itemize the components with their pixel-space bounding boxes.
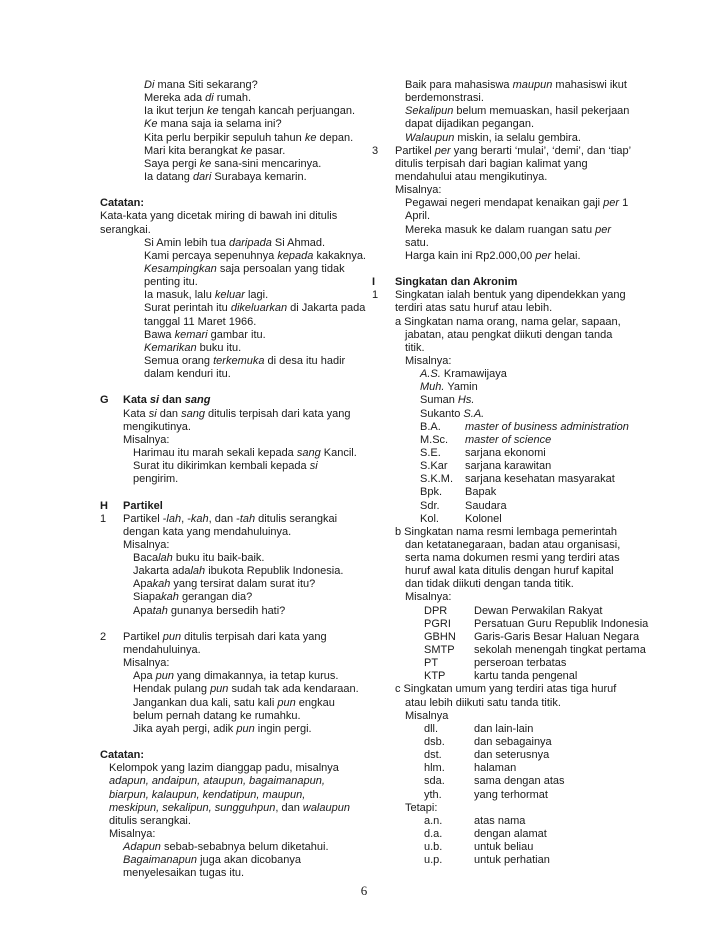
abbreviation: Bpk. xyxy=(420,486,443,499)
line-text: Harga kain ini Rp2.000,00 per helai. xyxy=(405,249,581,262)
left-line xyxy=(100,145,368,158)
right-line xyxy=(372,736,664,749)
line-text: Kata si dan sang ditulis terpisah dari kata yang xyxy=(123,407,351,420)
line-text: ditulis terpisah dari bagian kalimat yang xyxy=(395,157,588,170)
left-line xyxy=(100,565,368,578)
right-line xyxy=(372,79,664,92)
abbreviation: S.E. xyxy=(420,446,441,459)
left-line xyxy=(100,841,368,854)
left-line xyxy=(100,394,368,407)
left-line xyxy=(100,92,368,105)
line-text: Apatah gunanya bersedih hati? xyxy=(133,604,286,617)
right-line xyxy=(372,631,664,644)
line-text: Semua orang terkemuka di desa itu hadir xyxy=(144,354,346,367)
right-line xyxy=(372,408,664,421)
line-text: Misalnya: xyxy=(405,354,452,367)
line-text: Kelompok yang lazim dianggap padu, misalnya xyxy=(109,762,339,775)
line-text: b Singkatan nama resmi lembaga pemerintah xyxy=(395,525,617,538)
section-marker: H xyxy=(100,499,108,512)
line-text: ditulis serangkai. xyxy=(109,814,191,827)
left-line xyxy=(100,815,368,828)
right-line xyxy=(372,302,664,315)
left-line xyxy=(100,473,368,486)
abbreviation: GBHN xyxy=(424,630,456,643)
left-line xyxy=(100,408,368,421)
abbreviation-meaning: sekolah menengah tingkat pertama xyxy=(474,644,646,657)
left-line xyxy=(100,539,368,552)
abbreviation: Kol. xyxy=(420,512,439,525)
abbreviation-meaning: dengan alamat xyxy=(474,828,547,841)
section-marker: I xyxy=(372,276,376,289)
right-line xyxy=(372,657,664,670)
line-text: dengan kata yang mendahuluinya. xyxy=(123,525,292,538)
spacer xyxy=(100,381,368,394)
left-line xyxy=(100,263,368,276)
line-text: Muh. Yamin xyxy=(420,381,478,394)
line-text: berdemonstrasi. xyxy=(405,92,484,105)
section-marker: 2 xyxy=(100,630,107,643)
line-text: Catatan: xyxy=(100,749,145,762)
line-text: Misalnya: xyxy=(109,828,156,841)
left-line xyxy=(100,749,368,762)
left-line xyxy=(100,250,368,263)
right-line xyxy=(372,381,664,394)
line-text: Kesampingkan saja persoalan yang tidak xyxy=(144,262,345,275)
abbreviation-meaning: Dewan Perwakilan Rakyat xyxy=(474,604,603,617)
spacer xyxy=(100,618,368,631)
line-text: Jangankan dua kali, satu kali pun engkau xyxy=(133,696,335,709)
line-text: Harimau itu marah sekali kepada sang Kancil. xyxy=(133,446,357,459)
line-text: Kemarikan buku itu. xyxy=(144,341,242,354)
abbreviation: d.a. xyxy=(424,828,443,841)
left-line xyxy=(100,171,368,184)
left-column xyxy=(100,79,368,881)
left-line xyxy=(100,775,368,788)
line-text: Si Amin lebih tua daripada Si Ahmad. xyxy=(144,236,326,249)
abbreviation-meaning: kartu tanda pengenal xyxy=(474,670,578,683)
right-line xyxy=(372,132,664,145)
right-line xyxy=(372,342,664,355)
line-text: Walaupun miskin, ia selalu gembira. xyxy=(405,131,581,144)
abbreviation-meaning: dan sebagainya xyxy=(474,736,552,749)
line-text: mendahuluinya. xyxy=(123,644,201,657)
left-line xyxy=(100,500,368,513)
right-line xyxy=(372,618,664,631)
abbreviation-meaning: sarjana ekonomi xyxy=(465,446,546,459)
abbreviation: DPR xyxy=(424,604,448,617)
line-text: Ia datang dari Surabaya kemarin. xyxy=(144,170,307,183)
right-line xyxy=(372,486,664,499)
line-text: pengirim. xyxy=(133,473,179,486)
line-text: Catatan: xyxy=(100,197,145,210)
line-text: Pegawai negeri mendapat kenaikan gaji per 1 xyxy=(405,197,629,210)
left-line xyxy=(100,710,368,723)
line-text: Sekalipun belum memuaskan, hasil pekerjaan xyxy=(405,105,630,118)
abbreviation-meaning: sarjana karawitan xyxy=(465,460,552,473)
left-line xyxy=(100,118,368,131)
abbreviation: dsb. xyxy=(424,736,445,749)
right-line xyxy=(372,605,664,618)
abbreviation-meaning: master of science xyxy=(465,433,552,446)
line-text: Partikel -lah, -kah, dan -tah ditulis serangkai xyxy=(123,512,338,525)
spacer xyxy=(100,184,368,197)
section-marker: 1 xyxy=(372,289,379,302)
left-line xyxy=(100,329,368,342)
right-line xyxy=(372,670,664,683)
left-line xyxy=(100,723,368,736)
right-line xyxy=(372,539,664,552)
line-text: biarpun, kalaupun, kendatipun, maupun, xyxy=(109,788,306,801)
line-text: belum pernah datang ke rumahku. xyxy=(133,709,301,722)
right-line xyxy=(372,184,664,197)
right-line xyxy=(372,683,664,696)
right-line xyxy=(372,749,664,762)
right-line xyxy=(372,828,664,841)
left-line xyxy=(100,447,368,460)
line-text: Suman Hs. xyxy=(420,394,475,407)
right-line xyxy=(372,434,664,447)
line-text: Kata si dan sang xyxy=(123,394,211,407)
abbreviation-meaning: untuk beliau xyxy=(474,841,534,854)
left-line xyxy=(100,828,368,841)
line-text: mendahului atau mengikutinya. xyxy=(395,170,548,183)
right-line xyxy=(372,92,664,105)
line-text: Tetapi: xyxy=(405,801,438,814)
line-text: A.S. Kramawijaya xyxy=(420,368,507,381)
left-line xyxy=(100,802,368,815)
spacer xyxy=(100,736,368,749)
right-line xyxy=(372,775,664,788)
abbreviation: Sdr. xyxy=(420,499,440,512)
line-text: a Singkatan nama orang, nama gelar, sapaan, xyxy=(395,315,621,328)
left-line xyxy=(100,434,368,447)
left-line xyxy=(100,762,368,775)
abbreviation-meaning: Persatuan Guru Republik Indonesia xyxy=(474,617,649,630)
line-text: satu. xyxy=(405,236,429,249)
abbreviation-meaning: sarjana kesehatan masyarakat xyxy=(465,473,615,486)
line-text: Kita perlu berpikir sepuluh tahun ke depan. xyxy=(144,131,354,144)
spacer xyxy=(100,486,368,499)
right-line xyxy=(372,224,664,237)
right-line xyxy=(372,513,664,526)
abbreviation: dll. xyxy=(424,722,439,735)
right-line xyxy=(372,460,664,473)
abbreviation: dst. xyxy=(424,749,442,762)
right-line xyxy=(372,355,664,368)
right-line xyxy=(372,289,664,302)
line-text: serta nama dokumen resmi yang terdiri atas xyxy=(405,552,620,565)
section-marker: 1 xyxy=(100,512,107,525)
left-line xyxy=(100,526,368,539)
right-line xyxy=(372,815,664,828)
line-text: Apa pun yang dimakannya, ia tetap kurus. xyxy=(133,670,339,683)
right-line xyxy=(372,762,664,775)
line-text: Jika ayah pergi, adik pun ingin pergi. xyxy=(133,722,312,735)
abbreviation: u.p. xyxy=(424,854,443,867)
line-text: Mereka masuk ke dalam ruangan satu per xyxy=(405,223,612,236)
abbreviation-meaning: halaman xyxy=(474,762,517,775)
line-text: Hendak pulang pun sudah tak ada kendaraan. xyxy=(133,683,359,696)
line-text: Bawa kemari gambar itu. xyxy=(144,328,266,341)
left-line xyxy=(100,460,368,473)
line-text: Jakarta adalah ibukota Republik Indonesia. xyxy=(133,565,344,578)
line-text: Ia ikut terjun ke tengah kancah perjuangan. xyxy=(144,105,355,118)
right-line xyxy=(372,197,664,210)
left-line xyxy=(100,197,368,210)
line-text: titik. xyxy=(405,341,425,354)
right-line xyxy=(372,710,664,723)
left-line xyxy=(100,605,368,618)
right-line xyxy=(372,158,664,171)
left-line xyxy=(100,342,368,355)
left-line xyxy=(100,644,368,657)
right-line xyxy=(372,421,664,434)
line-text: Siapakah gerangan dia? xyxy=(133,591,253,604)
line-text: Di mana Siti sekarang? xyxy=(144,79,258,91)
right-line xyxy=(372,841,664,854)
line-text: Misalnya: xyxy=(405,591,452,604)
line-text: terdiri atas satu huruf atau lebih. xyxy=(395,302,553,315)
abbreviation: hlm. xyxy=(424,762,445,775)
abbreviation-meaning: Garis-Garis Besar Haluan Negara xyxy=(474,630,640,643)
left-line xyxy=(100,591,368,604)
line-text: Surat perintah itu dikeluarkan di Jakarta pada xyxy=(144,302,366,315)
line-text: menyelesaikan tugas itu. xyxy=(123,867,245,880)
left-line xyxy=(100,789,368,802)
abbreviation: KTP xyxy=(424,670,446,683)
line-text: Saya pergi ke sana-sini mencarinya. xyxy=(144,157,322,170)
abbreviation-meaning: perseroan terbatas xyxy=(474,657,567,670)
left-line xyxy=(100,316,368,329)
right-line xyxy=(372,644,664,657)
abbreviation-meaning: dan seterusnya xyxy=(474,749,550,762)
right-line xyxy=(372,394,664,407)
line-text: Bacalah buku itu baik-baik. xyxy=(133,552,265,565)
line-text: Misalnya: xyxy=(123,538,170,551)
left-line xyxy=(100,670,368,683)
left-line xyxy=(100,631,368,644)
line-text: penting itu. xyxy=(144,276,198,289)
line-text: Mari kita berangkat ke pasar. xyxy=(144,144,286,157)
left-line xyxy=(100,552,368,565)
line-text: dalam kenduri itu. xyxy=(144,368,231,381)
left-line xyxy=(100,302,368,315)
abbreviation-meaning: atas nama xyxy=(474,814,526,827)
left-line xyxy=(100,224,368,237)
section-marker: 3 xyxy=(372,144,379,157)
right-line xyxy=(372,118,664,131)
right-line xyxy=(372,526,664,539)
line-text: Ke mana saja ia selama ini? xyxy=(144,118,282,131)
abbreviation-meaning: sama dengan atas xyxy=(474,775,565,788)
right-line xyxy=(372,473,664,486)
line-text: Misalnya xyxy=(405,709,449,722)
abbreviation-meaning: Saudara xyxy=(465,499,507,512)
left-line xyxy=(100,854,368,867)
right-line xyxy=(372,552,664,565)
right-line xyxy=(372,723,664,736)
left-line xyxy=(100,513,368,526)
right-line xyxy=(372,447,664,460)
line-text: adapun, andaipun, ataupun, bagaimanapun, xyxy=(109,775,325,788)
line-text: Ia masuk, lalu keluar lagi. xyxy=(144,289,269,302)
line-text: tanggal 11 Maret 1966. xyxy=(144,315,257,328)
left-line xyxy=(100,355,368,368)
line-text: Partikel xyxy=(123,499,163,512)
line-text: Mereka ada di rumah. xyxy=(144,92,252,105)
line-text: Singkatan dan Akronim xyxy=(395,276,518,289)
right-line xyxy=(372,316,664,329)
right-line xyxy=(372,789,664,802)
abbreviation: B.A. xyxy=(420,420,441,433)
abbreviation-meaning: yang terhormat xyxy=(474,788,548,801)
abbreviation-meaning: master of business administration xyxy=(465,420,629,433)
right-line xyxy=(372,276,664,289)
line-text: Sukanto S.A. xyxy=(420,407,485,420)
abbreviation: S.Kar xyxy=(420,460,448,473)
line-text: Adapun sebab-sebabnya belum diketahui. xyxy=(123,841,329,854)
left-line xyxy=(100,867,368,880)
line-text: Partikel per yang berarti ‘mulai’, ‘demi’, dan ‘tiap’ xyxy=(395,144,632,157)
left-line xyxy=(100,368,368,381)
left-line xyxy=(100,210,368,223)
right-line xyxy=(372,105,664,118)
line-text: April. xyxy=(405,210,431,223)
right-line xyxy=(372,237,664,250)
line-text: Kata-kata yang dicetak miring di bawah ini ditulis xyxy=(100,210,338,223)
line-text: Apakah yang tersirat dalam surat itu? xyxy=(133,578,316,591)
line-text: Singkatan ialah bentuk yang dipendekkan yang xyxy=(395,289,626,302)
left-line xyxy=(100,105,368,118)
left-line xyxy=(100,79,368,92)
left-line xyxy=(100,132,368,145)
line-text: Misalnya: xyxy=(123,657,170,670)
abbreviation: yth. xyxy=(424,788,442,801)
line-text: c Singkatan umum yang terdiri atas tiga huruf xyxy=(395,683,617,696)
abbreviation: M.Sc. xyxy=(420,433,449,446)
line-text: mengikutinya. xyxy=(123,420,191,433)
abbreviation-meaning: untuk perhatian xyxy=(474,854,550,867)
abbreviation: PGRI xyxy=(424,617,451,630)
right-line xyxy=(372,565,664,578)
page-number: 6 xyxy=(360,883,368,898)
abbreviation: a.n. xyxy=(424,814,443,827)
line-text: serangkai. xyxy=(100,223,151,236)
line-text: Surat itu dikirimkan kembali kepada si xyxy=(133,460,318,473)
right-column xyxy=(372,79,664,867)
abbreviation: S.K.M. xyxy=(420,473,454,486)
right-line xyxy=(372,368,664,381)
line-text: atau lebih diikuti satu tanda titik. xyxy=(405,696,561,709)
abbreviation-meaning: Kolonel xyxy=(465,512,502,525)
left-line xyxy=(100,237,368,250)
left-line xyxy=(100,421,368,434)
left-line xyxy=(100,657,368,670)
line-text: huruf awal kata ditulis dengan huruf kapital xyxy=(405,565,614,578)
right-line xyxy=(372,591,664,604)
right-line xyxy=(372,697,664,710)
line-text: dan tidak diikuti dengan tanda titik. xyxy=(405,578,574,591)
abbreviation: PT xyxy=(424,657,439,670)
line-text: jabatan, atau pengkat diikuti dengan tanda xyxy=(405,328,613,341)
line-text: Baik para mahasiswa maupun mahasiswi ikut xyxy=(405,79,627,91)
section-marker: G xyxy=(100,394,109,407)
line-text: Bagaimanapun juga akan dicobanya xyxy=(123,854,301,867)
right-line xyxy=(372,500,664,513)
right-line xyxy=(372,578,664,591)
right-line xyxy=(372,854,664,867)
right-line xyxy=(372,329,664,342)
line-text: Misalnya: xyxy=(123,433,170,446)
abbreviation-meaning: Bapak xyxy=(465,486,497,499)
left-line xyxy=(100,276,368,289)
right-line xyxy=(372,171,664,184)
abbreviation-meaning: dan lain-lain xyxy=(474,722,534,735)
abbreviation: sda. xyxy=(424,775,445,788)
line-text: Partikel pun ditulis terpisah dari kata yang xyxy=(123,630,327,643)
abbreviation: u.b. xyxy=(424,841,443,854)
right-line xyxy=(372,210,664,223)
spacer xyxy=(372,263,664,276)
left-line xyxy=(100,697,368,710)
right-line xyxy=(372,250,664,263)
right-line xyxy=(372,145,664,158)
abbreviation: SMTP xyxy=(424,644,455,657)
line-text: Kami percaya sepenuhnya kepada kakaknya. xyxy=(144,249,366,262)
left-line xyxy=(100,289,368,302)
left-line xyxy=(100,158,368,171)
right-line xyxy=(372,802,664,815)
left-line xyxy=(100,683,368,696)
line-text: meskipun, sekalipun, sungguhpun, dan walaupun xyxy=(109,801,350,814)
line-text: Misalnya: xyxy=(395,184,442,197)
line-text: dapat dijadikan pegangan. xyxy=(405,118,535,131)
left-line xyxy=(100,578,368,591)
line-text: dan ketatanegaraan, badan atau organisasi, xyxy=(405,538,621,551)
